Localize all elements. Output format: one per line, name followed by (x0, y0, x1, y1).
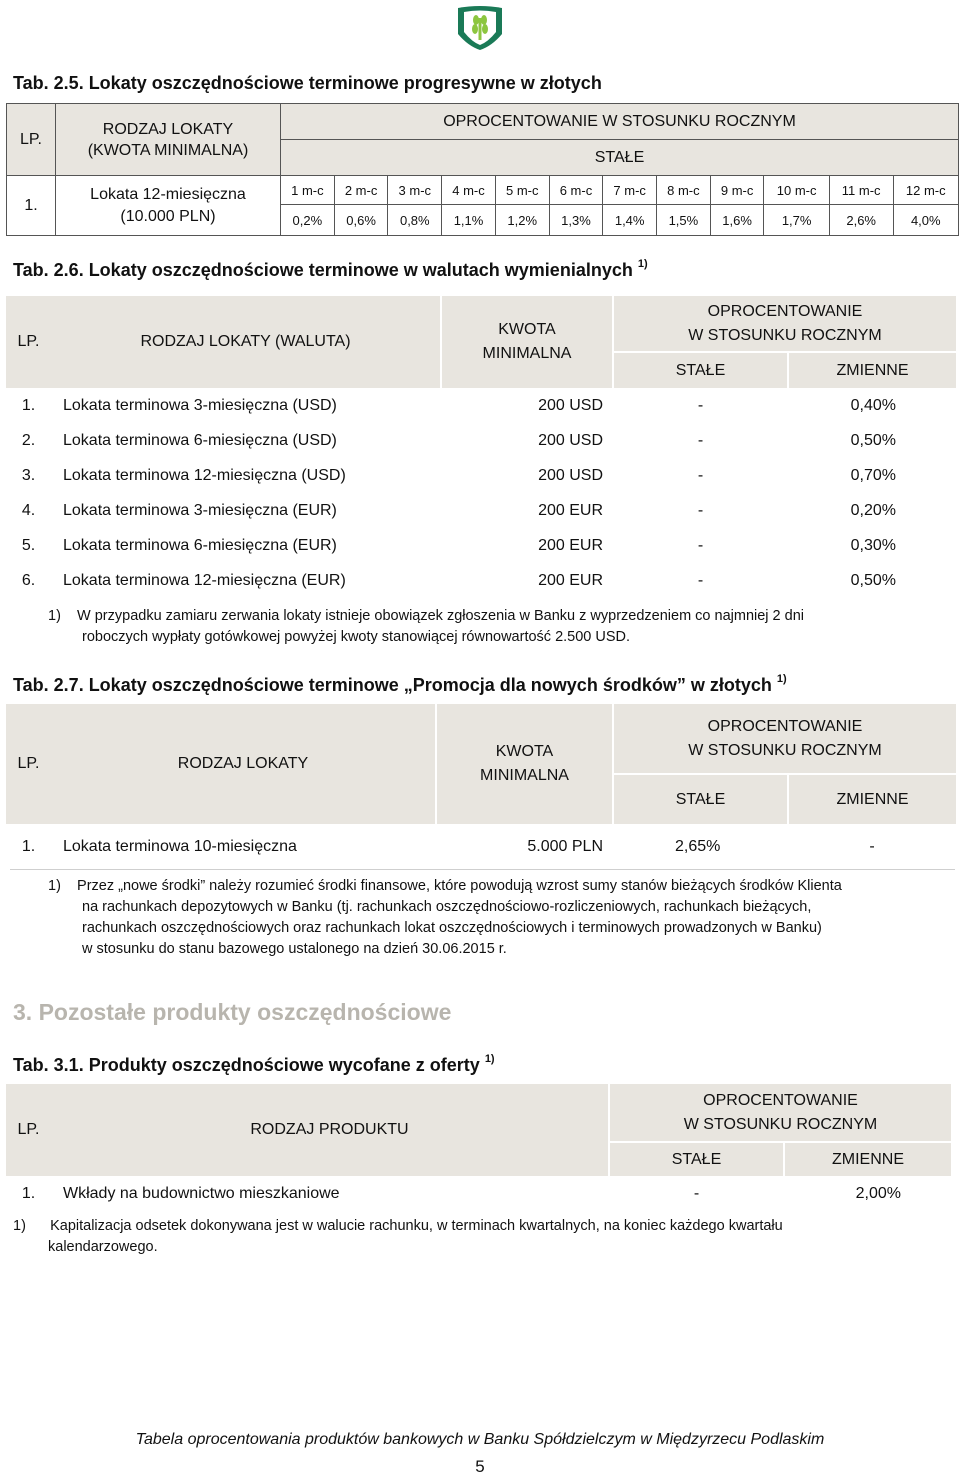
rate-value: 1,7% (764, 205, 829, 236)
table-2-7-title: Tab. 2.7. Lokaty oszczędnościowe terminowe „Promocja dla nowych środków” w złotych $^{1)}$ (13, 673, 787, 695)
row-fixed: - (697, 501, 704, 519)
rate-value: 0,2% (281, 205, 335, 236)
header-fixed: STAŁE (613, 774, 788, 824)
header-var: ZMIENNE (788, 352, 956, 388)
header-rate: OPROCENTOWANIE W STOSUNKU ROCZNYM (613, 704, 956, 774)
row-lp: 4. (21, 501, 36, 519)
row-min: 200 USD (538, 396, 603, 414)
month-label: 5 m-c (495, 176, 549, 205)
header-type: RODZAJ LOKATY (WALUTA) (51, 296, 441, 388)
row-lp: 1. (21, 838, 36, 855)
header-type: RODZAJ LOKATY (51, 704, 436, 824)
row-fixed: - (693, 1184, 700, 1202)
row-lp: 5. (21, 536, 36, 554)
table-row (6, 528, 956, 563)
section-3-heading: 3. Pozostałe produkty oszczędnościowe (13, 999, 452, 1025)
table-row (6, 388, 956, 423)
month-label: 10 m-c (764, 176, 829, 205)
table-row (6, 493, 956, 528)
month-label: 3 m-c (388, 176, 442, 205)
row-min: 200 EUR (538, 536, 603, 554)
table-row (6, 824, 956, 870)
row-fixed: - (697, 536, 704, 554)
table-2-7-divider (10, 869, 955, 870)
row-name: Lokata 12-miesięczna (10.000 PLN) (56, 176, 281, 236)
header-lp: LP. (6, 704, 51, 824)
row-fixed: 2,65% (675, 838, 721, 855)
table-2-6-title: Tab. 2.6. Lokaty oszczędnościowe terminowe w walutach wymienialnych $^{1)}$ (13, 258, 648, 280)
row-name: Lokata terminowa 3-miesięczna (EUR) (63, 501, 337, 519)
row-name: Lokata terminowa 6-miesięczna (USD) (63, 431, 337, 449)
month-label: 9 m-c (710, 176, 764, 205)
row-lp: 2. (21, 431, 36, 449)
table-2-6 (6, 296, 956, 598)
table-3-1-title: Tab. 3.1. Produkty oszczędnościowe wycofane z oferty $^{1)}$ (13, 1053, 495, 1075)
header-var: ZMIENNE (788, 774, 956, 824)
table-2-7-note: 1) Przez „nowe środki” należy rozumieć środki finansowe, które powodują wzrost sumy stanów bieżących środków Klienta na rachunkach depozytowych w Banku (tj. rachunkach oszczędnościowo-rozliczeniowych, rachunkach bieżących, rachunkach oszczędnościowych oraz rachunkach lokat oszczędnościowych i terminowych prowadzonych w Banku) w stosunku do stanu bazowego ustalonego na dzień 30.06.2015 r. (48, 878, 842, 957)
header-min: KWOTA MINIMALNA (436, 704, 613, 824)
row-min: 200 EUR (538, 501, 603, 519)
row-lp: 1. (21, 396, 36, 414)
row-var: 0,70% (850, 466, 896, 484)
row-var: 0,20% (850, 501, 896, 519)
month-label: 1 m-c (281, 176, 335, 205)
month-label: 11 m-c (829, 176, 893, 205)
table-2-6-note: 1) W przypadku zamiaru zerwania lokaty istnieje obowiązek zgłoszenia w Banku z wyprzedzeniem co najmniej 2 dni roboczych wypłaty gotówkowej powyżej kwoty stanowiącej równowartość 2.500 USD. (48, 608, 804, 645)
rate-value: 0,8% (388, 205, 442, 236)
page-number: 5 (475, 1457, 485, 1476)
header-lp: LP. (6, 296, 51, 388)
table-2-7 (6, 704, 956, 870)
row-lp: 6. (21, 571, 36, 589)
header-rate: OPROCENTOWANIE W STOSUNKU ROCZNYM (613, 296, 956, 352)
header-var: ZMIENNE (784, 1142, 951, 1176)
month-label: 2 m-c (334, 176, 388, 205)
header-rate: OPROCENTOWANIE W STOSUNKU ROCZNYM (281, 104, 959, 140)
rate-value: 2,6% (829, 205, 893, 236)
rate-value: 4,0% (893, 205, 958, 236)
rate-value: 1,6% (710, 205, 764, 236)
row-var: 0,30% (850, 536, 896, 554)
header-type: RODZAJ PRODUKTU (51, 1084, 609, 1176)
row-var: 0,50% (850, 431, 896, 449)
table-2-5-title: Tab. 2.5. Lokaty oszczędnościowe terminowe progresywne w złotych (13, 73, 602, 93)
row-fixed: - (697, 571, 704, 589)
rate-value: 1,1% (442, 205, 496, 236)
month-label: 12 m-c (893, 176, 958, 205)
month-label: 8 m-c (657, 176, 711, 205)
table-row (6, 1176, 951, 1211)
row-name: Wkłady na budownictwo mieszkaniowe (63, 1184, 340, 1202)
rate-value: 1,5% (657, 205, 711, 236)
page-footer: Tabela oprocentowania produktów bankowych w Banku Spółdzielczym w Międzyrzecu Podlaskim (135, 1431, 825, 1448)
table-row (6, 563, 956, 598)
header-fixed: STAŁE (609, 1142, 784, 1176)
header-type: RODZAJ LOKATY (KWOTA MINIMALNA) (56, 104, 281, 176)
month-label: 7 m-c (603, 176, 657, 205)
row-name: Lokata terminowa 12-miesięczna (EUR) (63, 571, 346, 589)
table-row (6, 458, 956, 493)
header-lp: LP. (6, 1084, 51, 1176)
bank-logo (452, 4, 508, 52)
header-min: KWOTA MINIMALNA (441, 296, 613, 388)
rate-value: 1,2% (495, 205, 549, 236)
header-fixed: STAŁE (613, 352, 788, 388)
row-min: 200 USD (538, 431, 603, 449)
month-label: 6 m-c (549, 176, 603, 205)
rate-value: 0,6% (334, 205, 388, 236)
table-3-1 (6, 1084, 951, 1211)
table-2-5 (6, 103, 959, 236)
row-fixed: - (697, 431, 704, 449)
row-var: - (869, 838, 875, 855)
row-fixed: - (697, 396, 704, 414)
header-rate: OPROCENTOWANIE W STOSUNKU ROCZNYM (609, 1084, 951, 1142)
row-var: 0,50% (850, 571, 896, 589)
row-min: 5.000 PLN (527, 838, 603, 855)
row-name: Lokata terminowa 10-miesięczna (63, 838, 297, 855)
row-name: Lokata terminowa 12-miesięczna (USD) (63, 466, 346, 484)
header-fixed: STAŁE (281, 140, 959, 176)
row-fixed: - (697, 466, 704, 484)
table-row (6, 423, 956, 458)
rate-value: 1,4% (603, 205, 657, 236)
row-name: Lokata terminowa 3-miesięczna (USD) (63, 396, 337, 414)
row-lp: 3. (21, 466, 36, 484)
table-3-1-note: 1) Kapitalizacja odsetek dokonywana jest w walucie rachunku, w terminach kwartalnych, na koniec każdego kwartału kalendarzowego. (13, 1218, 783, 1255)
row-lp: 1. (7, 176, 56, 236)
header-lp: LP. (7, 104, 56, 176)
row-min: 200 USD (538, 466, 603, 484)
row-min: 200 EUR (538, 571, 603, 589)
row-var: 2,00% (855, 1184, 901, 1202)
rate-value: 1,3% (549, 205, 603, 236)
row-var: 0,40% (850, 396, 896, 414)
month-label: 4 m-c (442, 176, 496, 205)
row-lp: 1. (21, 1184, 36, 1202)
row-name: Lokata terminowa 6-miesięczna (EUR) (63, 536, 337, 554)
